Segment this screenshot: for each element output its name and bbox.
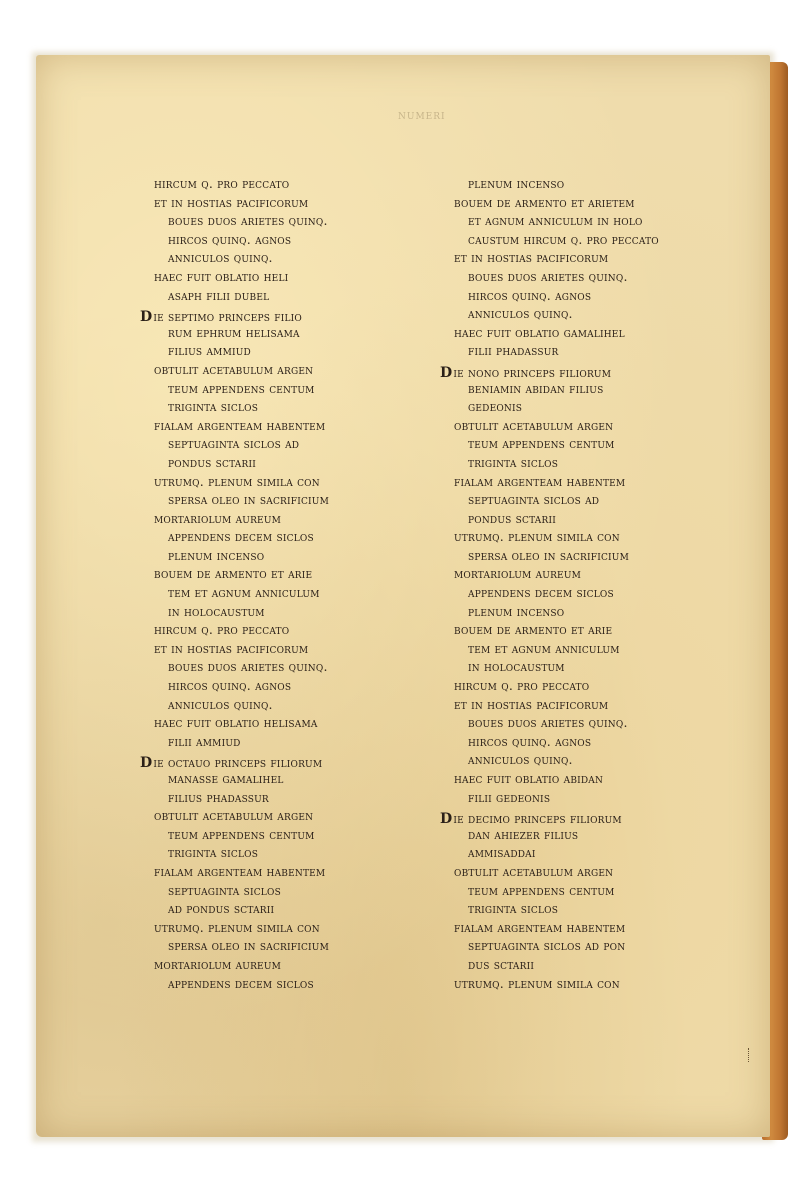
- line-text: haec fuit oblatio gamalihel: [454, 324, 625, 340]
- text-line: [440, 491, 730, 510]
- line-text: beniamin abidan filius: [468, 380, 604, 396]
- line-text: fialam argenteam habentem: [154, 417, 326, 433]
- line-text: triginta siclos: [468, 901, 559, 917]
- initial-letter: d: [140, 748, 153, 773]
- text-line: [440, 956, 730, 975]
- text-line: [440, 584, 730, 603]
- line-text: dus sctarii: [468, 956, 535, 972]
- line-text: ie nono princeps filiorum: [453, 364, 612, 380]
- line-text: gedeonis: [468, 399, 523, 415]
- line-text: anniculos quinq.: [468, 306, 573, 322]
- line-text: mortariolum aureum: [154, 956, 282, 972]
- line-text: fialam argenteam habentem: [154, 863, 326, 879]
- line-text: rum ephrum helisama: [168, 324, 300, 340]
- text-line: [140, 454, 430, 473]
- line-text: plenum incenso: [468, 603, 565, 619]
- text-line: [140, 975, 430, 994]
- line-text: et in hostias pacificorum: [454, 250, 609, 266]
- text-line: [440, 919, 730, 938]
- line-text: spersa oleo in sacrificium: [168, 492, 330, 508]
- line-text: mortariolum aureum: [454, 566, 582, 582]
- line-text: utrumq. plenum simila con: [154, 473, 320, 489]
- text-line: [440, 528, 730, 547]
- line-text: dan ahiezer filius: [468, 826, 579, 842]
- line-text: anniculos quinq.: [468, 752, 573, 768]
- text-line: [440, 268, 730, 287]
- line-text: haec fuit oblatio abidan: [454, 771, 604, 786]
- text-line: [440, 473, 730, 492]
- text-line: [140, 212, 430, 231]
- text-line: [140, 826, 430, 845]
- line-text: haec fuit oblatio heli: [154, 268, 289, 284]
- text-line: [140, 748, 430, 773]
- line-text: fialam argenteam habentem: [454, 473, 626, 489]
- line-text: hircum q. pro peccato: [154, 622, 290, 638]
- text-line: [440, 677, 730, 696]
- line-text: bouem de armento et arie: [154, 566, 313, 582]
- line-text: triginta siclos: [168, 845, 259, 861]
- text-line: [440, 900, 730, 919]
- text-line: [140, 677, 430, 696]
- line-text: et in hostias pacificorum: [154, 194, 309, 210]
- text-line: [440, 565, 730, 584]
- text-line: [440, 770, 730, 789]
- text-line: [140, 398, 430, 417]
- line-text: teum appendens centum: [168, 380, 315, 396]
- text-line: [140, 565, 430, 584]
- text-line: [140, 547, 430, 566]
- line-text: appendens decem siclos: [168, 529, 314, 545]
- line-text: obtulit acetabulum argen: [154, 361, 314, 377]
- text-line: [140, 417, 430, 436]
- text-line: [140, 231, 430, 250]
- gutter-marks: [748, 1048, 755, 1062]
- text-line: [140, 733, 430, 752]
- text-line: [140, 807, 430, 826]
- text-line: [440, 249, 730, 268]
- line-text: spersa oleo in sacrificium: [168, 938, 330, 954]
- right-text-column: [440, 175, 730, 993]
- text-line: [140, 956, 430, 975]
- line-text: ie decimo princeps filiorum: [453, 811, 622, 827]
- text-line: [140, 882, 430, 901]
- line-text: filius phadassur: [168, 789, 269, 805]
- text-line: [440, 640, 730, 659]
- line-text: triginta siclos: [468, 454, 559, 470]
- text-line: [440, 751, 730, 770]
- line-text: hircos quinq. agnos: [468, 287, 592, 303]
- text-line: [140, 937, 430, 956]
- text-line: [440, 357, 730, 382]
- text-line: [440, 305, 730, 324]
- text-line: [140, 473, 430, 492]
- text-line: [440, 733, 730, 752]
- text-line: [440, 863, 730, 882]
- text-line: [440, 398, 730, 417]
- text-line: [440, 804, 730, 829]
- text-line: [440, 658, 730, 677]
- line-text: tem et agnum anniculum: [168, 585, 320, 601]
- line-text: ie septimo princeps filio: [153, 309, 302, 325]
- line-text: bouem de armento et arietem: [454, 194, 635, 210]
- line-text: utrumq. plenum simila con: [454, 529, 620, 545]
- line-text: hircos quinq. agnos: [168, 678, 292, 694]
- line-text: asaph filii dubel: [168, 287, 270, 303]
- initial-letter: d: [440, 357, 453, 382]
- line-text: filius ammiud: [168, 343, 251, 359]
- text-line: [140, 900, 430, 919]
- running-head: NUMERI: [398, 112, 446, 122]
- text-line: [140, 361, 430, 380]
- text-line: [140, 287, 430, 306]
- text-line: [440, 621, 730, 640]
- line-text: appendens decem siclos: [468, 585, 614, 601]
- line-text: filii ammiud: [168, 733, 241, 749]
- line-text: teum appendens centum: [468, 436, 615, 452]
- text-line: [140, 175, 430, 194]
- text-line: [140, 770, 430, 789]
- line-text: utrumq. plenum simila con: [154, 919, 320, 935]
- text-line: [440, 231, 730, 250]
- line-text: plenum incenso: [168, 547, 265, 563]
- text-line: [440, 212, 730, 231]
- line-text: pondus sctarii: [468, 510, 556, 526]
- text-line: [140, 324, 430, 343]
- text-line: [140, 658, 430, 677]
- text-line: [440, 826, 730, 845]
- line-text: ie octauo princeps filiorum: [153, 755, 323, 771]
- text-line: [440, 175, 730, 194]
- line-text: septuaginta siclos ad pon: [468, 938, 626, 954]
- line-text: hircum q. pro peccato: [454, 678, 590, 694]
- line-text: anniculos quinq.: [168, 250, 273, 266]
- text-line: [140, 919, 430, 938]
- text-line: [440, 417, 730, 436]
- line-text: caustum hircum q. pro peccato: [468, 231, 659, 247]
- line-text: et in hostias pacificorum: [154, 640, 309, 656]
- line-text: boues duos arietes quinq.: [168, 659, 328, 675]
- line-text: septuaginta siclos: [168, 882, 281, 898]
- line-text: fialam argenteam habentem: [454, 919, 626, 935]
- text-line: [440, 975, 730, 994]
- initial-letter: d: [140, 302, 153, 327]
- text-line: [440, 882, 730, 901]
- line-text: in holocaustum: [468, 659, 565, 675]
- text-line: [440, 342, 730, 361]
- line-text: utrumq. plenum simila con: [454, 975, 620, 991]
- line-text: et in hostias pacificorum: [454, 696, 609, 712]
- line-text: appendens decem siclos: [168, 975, 314, 991]
- text-line: [440, 435, 730, 454]
- line-text: in holocaustum: [168, 603, 265, 619]
- text-line: [140, 342, 430, 361]
- line-text: triginta siclos: [168, 399, 259, 415]
- line-text: ad pondus sctarii: [168, 901, 275, 917]
- line-text: teum appendens centum: [168, 826, 315, 842]
- line-text: boues duos arietes quinq.: [468, 715, 628, 731]
- line-text: septuaginta siclos ad: [168, 436, 300, 452]
- line-text: bouem de armento et arie: [454, 622, 613, 638]
- line-text: tem et agnum anniculum: [468, 640, 620, 656]
- text-line: [140, 268, 430, 287]
- text-line: [440, 324, 730, 343]
- line-text: boues duos arietes quinq.: [168, 213, 328, 229]
- line-text: plenum incenso: [468, 176, 565, 191]
- line-text: hircos quinq. agnos: [468, 733, 592, 749]
- text-line: [440, 844, 730, 863]
- initial-letter: d: [440, 804, 453, 829]
- text-line: [440, 380, 730, 399]
- text-line: [440, 287, 730, 306]
- line-text: manasse gamalihel: [168, 771, 284, 786]
- text-line: [140, 640, 430, 659]
- text-line: [440, 547, 730, 566]
- line-text: obtulit acetabulum argen: [154, 808, 314, 824]
- text-line: [440, 603, 730, 622]
- text-line: [140, 844, 430, 863]
- text-line: [140, 584, 430, 603]
- text-line: [440, 510, 730, 529]
- line-text: filii phadassur: [468, 343, 559, 359]
- line-text: boues duos arietes quinq.: [468, 268, 628, 284]
- text-line: [140, 863, 430, 882]
- text-line: [140, 528, 430, 547]
- line-text: spersa oleo in sacrificium: [468, 547, 630, 563]
- text-line: [140, 302, 430, 327]
- text-line: [140, 696, 430, 715]
- line-text: hircum q. pro peccato: [154, 176, 290, 191]
- text-line: [140, 435, 430, 454]
- line-text: septuaginta siclos ad: [468, 492, 600, 508]
- text-line: [440, 789, 730, 808]
- text-line: [140, 714, 430, 733]
- line-text: et agnum anniculum in holo: [468, 213, 643, 229]
- text-line: [140, 249, 430, 268]
- text-line: [440, 454, 730, 473]
- line-text: teum appendens centum: [468, 882, 615, 898]
- line-text: filii gedeonis: [468, 789, 551, 805]
- line-text: obtulit acetabulum argen: [454, 863, 614, 879]
- line-text: mortariolum aureum: [154, 510, 282, 526]
- text-line: [140, 789, 430, 808]
- left-text-column: [140, 175, 430, 993]
- text-line: [440, 194, 730, 213]
- line-text: ammisaddai: [468, 845, 536, 861]
- text-line: [140, 510, 430, 529]
- line-text: hircos quinq. agnos: [168, 231, 292, 247]
- text-line: [140, 380, 430, 399]
- line-text: obtulit acetabulum argen: [454, 417, 614, 433]
- text-line: [140, 491, 430, 510]
- text-line: [440, 696, 730, 715]
- line-text: pondus sctarii: [168, 454, 256, 470]
- text-line: [440, 937, 730, 956]
- text-line: [140, 621, 430, 640]
- line-text: haec fuit oblatio helisama: [154, 715, 318, 731]
- text-line: [440, 714, 730, 733]
- line-text: anniculos quinq.: [168, 696, 273, 712]
- text-line: [140, 194, 430, 213]
- text-line: [140, 603, 430, 622]
